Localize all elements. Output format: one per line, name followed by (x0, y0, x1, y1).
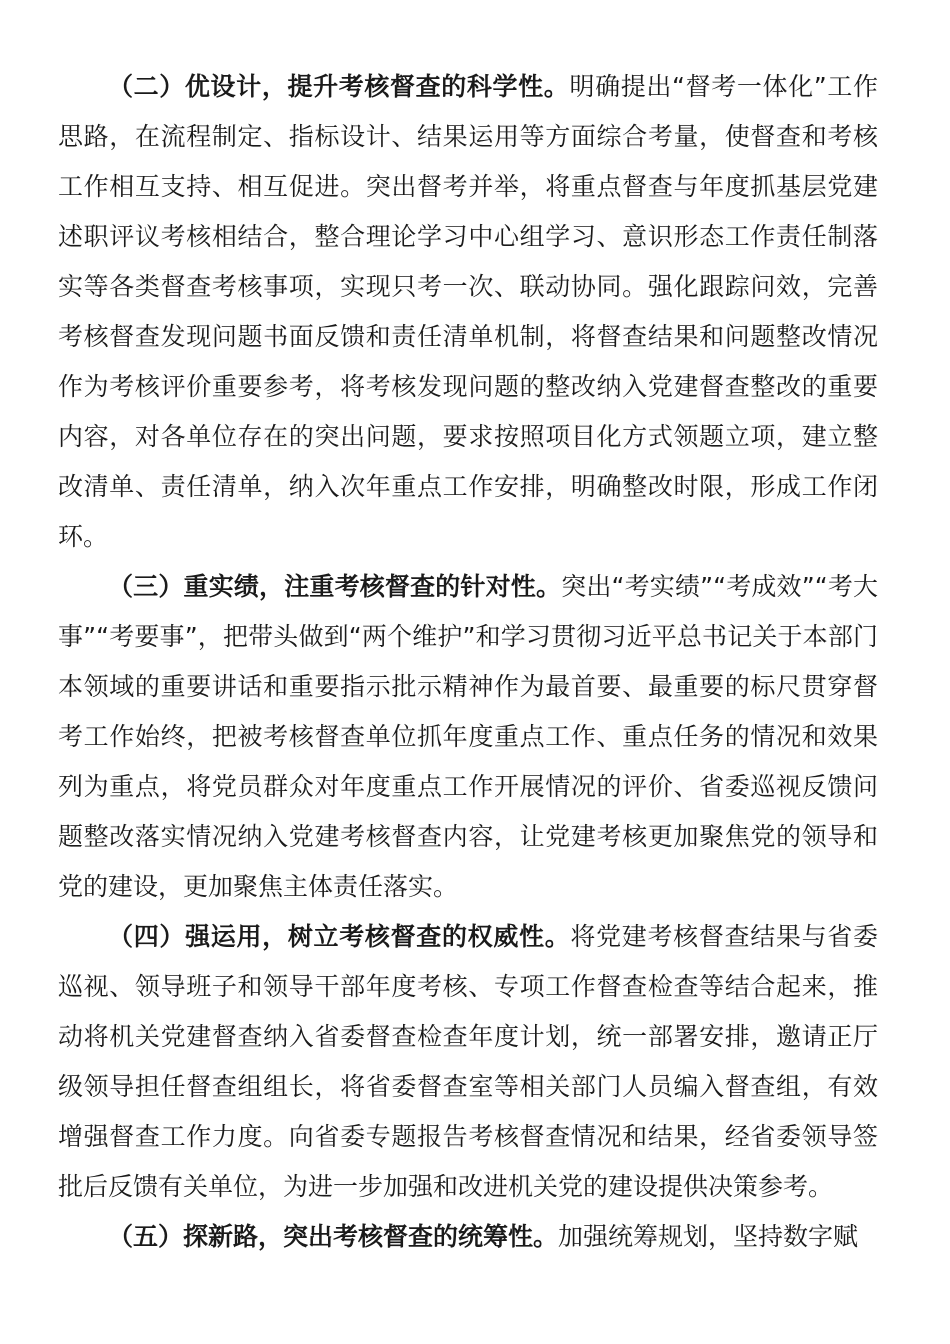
document-page (58, 62, 878, 1262)
section-2-heading: （二）优设计，提升考核督查的科学性。 (108, 72, 570, 101)
section-3-heading: （三）重实绩，注重考核督查的针对性。 (108, 572, 562, 601)
section-4-paragraph (58, 912, 878, 1212)
section-4-heading: （四）强运用，树立考核督查的权威性。 (108, 922, 571, 951)
section-5-heading: （五）探新路，突出考核督查的统筹性。 (108, 1222, 559, 1251)
section-3-paragraph (58, 562, 878, 912)
section-5-paragraph (58, 1212, 878, 1262)
section-3-body: 突出“考实绩”“考成效”“考大事”“考要事”，把带头做到“两个维护”和学习贯彻习近平总书记关于本部门本领域的重要讲话和重要指示批示精神作为最首要、最重要的标尺贯穿督考工作始终，把被考核督查单位抓年度重点工作、重点任务的情况和效果列为重点，将党员群众对年度重点工作开展情况的评价、省委巡视反馈问题整改落实情况纳入党建考核督查内容，让党建考核更加聚焦党的领导和党的建设，更加聚焦主体责任落实。 (58, 572, 878, 901)
section-4-body: 将党建考核督查结果与省委巡视、领导班子和领导干部年度考核、专项工作督查检查等结合起来，推动将机关党建督查纳入省委督查检查年度计划，统一部署安排，邀请正厅级领导担任督查组组长，将省委督查室等相关部门人员编入督查组，有效增强督查工作力度。向省委专题报告考核督查情况和结果，经省委领导签批后反馈有关单位，为进一步加强和改进机关党的建设提供决策参考。 (58, 922, 878, 1201)
section-5-body: 加强统筹规划，坚持数字赋 (558, 1222, 859, 1251)
section-2-body: 明确提出“督考一体化”工作思路，在流程制定、指标设计、结果运用等方面综合考量，使督查和考核工作相互支持、相互促进。突出督考并举，将重点督查与年度抓基层党建述职评议考核相结合，整合理论学习中心组学习、意识形态工作责任制落实等各类督查考核事项，实现只考一次、联动协同。强化跟踪问效，完善考核督查发现问题书面反馈和责任清单机制，将督查结果和问题整改情况作为考核评价重要参考，将考核发现问题的整改纳入党建督查整改的重要内容，对各单位存在的突出问题，要求按照项目化方式领题立项，建立整改清单、责任清单，纳入次年重点工作安排，明确整改时限，形成工作闭环。 (58, 72, 878, 551)
section-2-paragraph (58, 62, 878, 562)
